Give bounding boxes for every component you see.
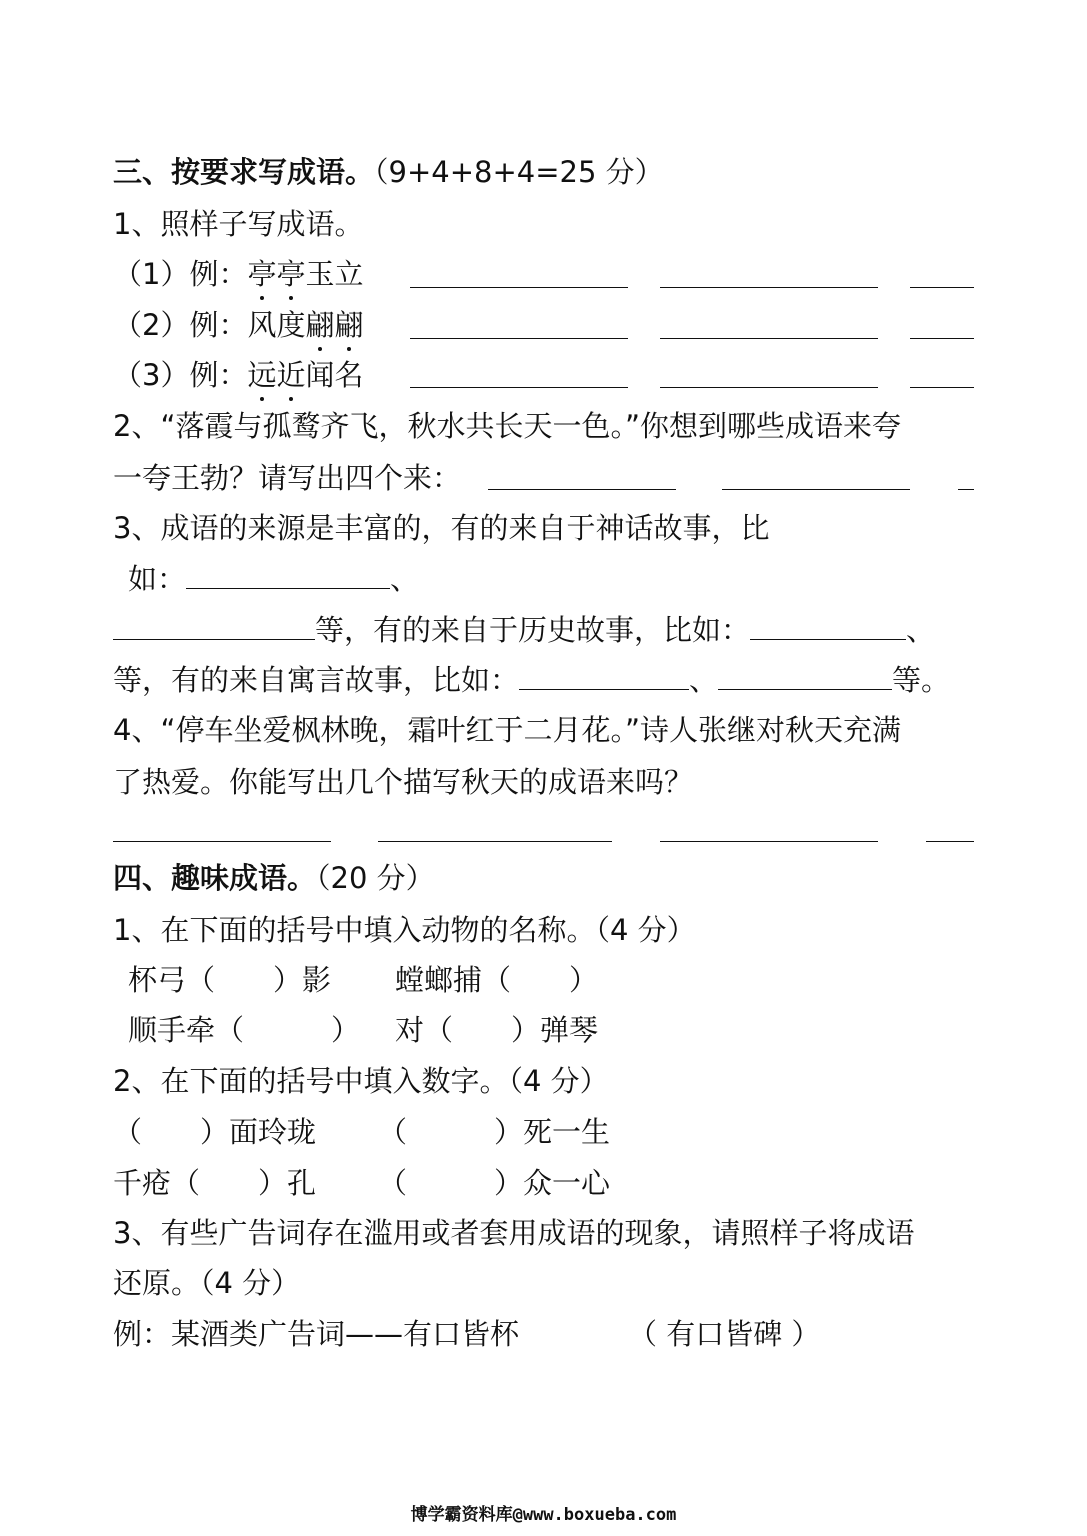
answer-blank[interactable] bbox=[113, 609, 315, 640]
s3-q4-line-1: 4、“停车坐爱枫林晚，霜叶红于二月花。”诗人张继对秋天充满 bbox=[113, 713, 901, 747]
s4-q1-item[interactable]: 对（ ）弹琴 bbox=[395, 1013, 599, 1047]
answer-blank[interactable] bbox=[519, 659, 689, 690]
s3-q4-line-2: 了热爱。你能写出几个描写秋天的成语来吗？ bbox=[113, 765, 694, 799]
answer-blank[interactable] bbox=[910, 338, 974, 339]
answer-blank[interactable] bbox=[910, 287, 974, 288]
section-3-heading bbox=[113, 152, 664, 192]
answer-blank[interactable] bbox=[722, 489, 910, 490]
s3-q3-line-4: 等，有的来自寓言故事，比如： 、 等。 bbox=[113, 659, 950, 700]
s4-q2-item[interactable]: （ ）众一心 bbox=[378, 1166, 611, 1200]
s4-q1-prompt: 1、在下面的括号中填入动物的名称。（4 分） bbox=[113, 913, 696, 947]
section-4-score: （20 分） bbox=[316, 861, 435, 895]
s3-q1-prompt: 1、照样子写成语。 bbox=[113, 207, 364, 241]
answer-blank[interactable] bbox=[410, 338, 628, 339]
section-3-title: 三、按要求写成语。 bbox=[113, 155, 375, 189]
s3-q3-line-3: 等，有的来自于历史故事，比如： 、 bbox=[113, 609, 935, 650]
answer-blank[interactable] bbox=[113, 841, 331, 842]
example-idiom: 亭亭玉立 bbox=[247, 257, 363, 291]
section-4-heading bbox=[113, 858, 435, 898]
s4-q3-example-answer: （ 有口皆碑 ） bbox=[628, 1317, 821, 1351]
answer-blank[interactable] bbox=[660, 287, 878, 288]
s3-q2-line-1: 2、“落霞与孤鹜齐飞，秋水共长天一色。”你想到哪些成语来夸 bbox=[113, 409, 901, 443]
s3-q1-row-3 bbox=[113, 355, 364, 395]
example-idiom: 远近闻名 bbox=[247, 358, 363, 392]
answer-blank[interactable] bbox=[186, 558, 390, 589]
answer-blank[interactable] bbox=[910, 387, 974, 388]
section-3-score: （9+4+8+4=25 分） bbox=[374, 155, 664, 189]
answer-blank[interactable] bbox=[378, 841, 612, 842]
answer-blank[interactable] bbox=[750, 609, 906, 640]
s3-q1-row-1 bbox=[113, 254, 364, 294]
answer-blank[interactable] bbox=[410, 287, 628, 288]
s4-q2-prompt: 2、在下面的括号中填入数字。（4 分） bbox=[113, 1064, 609, 1098]
answer-blank[interactable] bbox=[958, 489, 974, 490]
row-number: （1）例： bbox=[113, 257, 248, 291]
answer-blank[interactable] bbox=[718, 659, 892, 690]
s4-q3-example: 例：某酒类广告词——有口皆杯 bbox=[113, 1317, 520, 1351]
s4-q2-item[interactable]: 千疮（ ）孔 bbox=[113, 1166, 317, 1200]
row-number: （2）例： bbox=[113, 308, 248, 342]
answer-blank[interactable] bbox=[410, 387, 628, 388]
s3-q2-line-2: 一夸王勃？请写出四个来： bbox=[113, 461, 462, 495]
s4-q2-item[interactable]: （ ）死一生 bbox=[378, 1115, 611, 1149]
example-idiom: 风度翩翩 bbox=[247, 308, 363, 342]
answer-blank[interactable] bbox=[660, 387, 878, 388]
s4-q3-line-2: 还原。（4 分） bbox=[113, 1266, 301, 1300]
s4-q1-item[interactable]: 顺手牵（ ） bbox=[128, 1013, 361, 1047]
answer-blank[interactable] bbox=[660, 338, 878, 339]
section-4-title: 四、趣味成语。 bbox=[113, 861, 317, 895]
footer-watermark: 博学霸资料库@www.boxueba.com bbox=[410, 1505, 677, 1525]
s4-q2-item[interactable]: （ ）面玲珑 bbox=[113, 1115, 317, 1149]
answer-blank[interactable] bbox=[926, 841, 974, 842]
s4-q3-line-1: 3、有些广告词存在滥用或者套用成语的现象，请照样子将成语 bbox=[113, 1216, 915, 1250]
row-number: （3）例： bbox=[113, 358, 248, 392]
s3-q3-line-1: 3、成语的来源是丰富的，有的来自于神话故事，比 bbox=[113, 511, 770, 545]
answer-blank[interactable] bbox=[660, 841, 878, 842]
s3-q3-line-2: 如： 、 bbox=[128, 558, 419, 599]
s4-q1-item[interactable]: 螳螂捕（ ） bbox=[395, 963, 599, 997]
s4-q1-item[interactable]: 杯弓（ ）影 bbox=[128, 963, 332, 997]
answer-blank[interactable] bbox=[488, 489, 676, 490]
s3-q1-row-2 bbox=[113, 305, 364, 345]
